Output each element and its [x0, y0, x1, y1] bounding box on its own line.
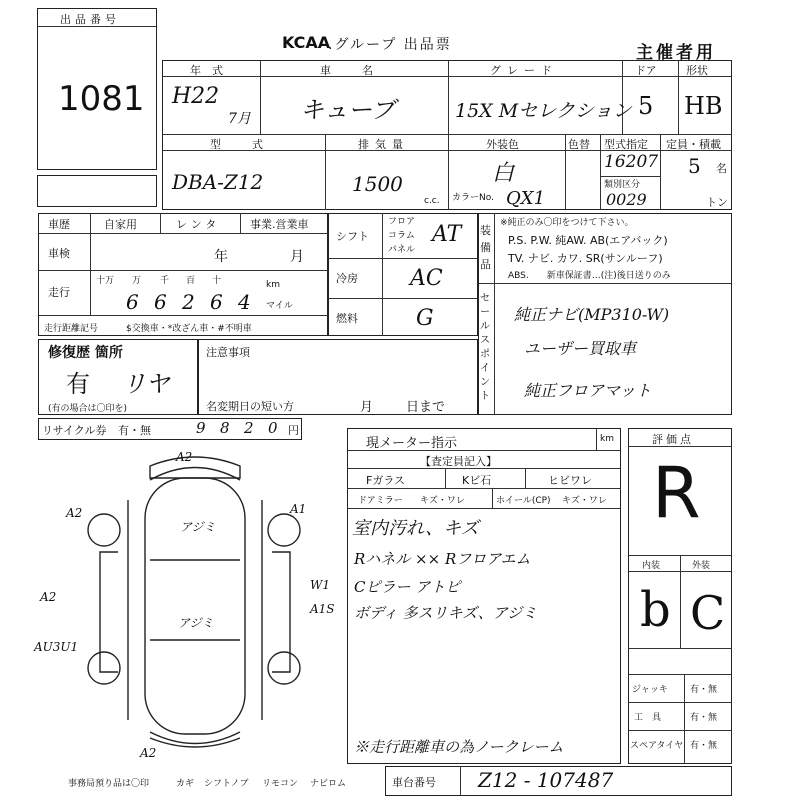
- color-change-label: 色替: [568, 138, 590, 151]
- mileage-unit-mile: マイル: [266, 301, 293, 311]
- footer-office-note: 事務局預り品は〇印: [68, 779, 150, 789]
- type-designation-label: 型式指定: [604, 138, 648, 151]
- mark-bottom-a2: A2: [140, 746, 157, 760]
- notes-label: 注意事項: [206, 346, 250, 359]
- evaluation-label: 評価点: [652, 433, 694, 446]
- fglass-label: Fガラス: [366, 474, 405, 487]
- sales-point-1: 純正ナビ(MP310-W): [514, 305, 670, 324]
- usage-label: 車歴: [48, 218, 70, 231]
- type-designation-value: 16207: [604, 152, 659, 172]
- sales-points-label: セールスポイント: [480, 293, 490, 402]
- usage-rental: レンタ: [176, 218, 221, 231]
- model-value: キューブ: [300, 96, 395, 124]
- deadline-month: 月: [360, 400, 374, 415]
- mileage-digit-label-3: 百: [186, 276, 196, 286]
- tools-label: 工 具: [634, 713, 662, 723]
- spare-label: スペアタイヤ: [630, 741, 684, 751]
- inspector-final: ※走行距離車の為ノークレーム: [354, 738, 564, 756]
- footer-item-remote: リモコン: [262, 779, 299, 789]
- displacement-value: 1500: [352, 172, 403, 196]
- mileage-digit-label-4: 十: [212, 276, 222, 286]
- chassis-value: Z12 - 107487: [478, 768, 614, 792]
- header-group: .グループ 出品票: [328, 37, 452, 53]
- category-value: 0029: [606, 190, 647, 209]
- jack-option: 有・無: [690, 685, 718, 695]
- spare-option: 有・無: [690, 741, 718, 751]
- lot-number-label: 出品番号: [60, 13, 120, 26]
- equipment-line-3: ABS. 新車保証書…(注)後日送りのみ: [508, 271, 671, 281]
- inspector-line-3: Cピラー アトピ: [354, 578, 461, 596]
- meter-unit: km: [600, 434, 614, 444]
- year-label: 年 式: [190, 64, 223, 77]
- recycle-digit-0: 9: [196, 419, 206, 437]
- shape-value: HB: [684, 92, 723, 120]
- mark-left-au: AU3U1: [34, 640, 79, 654]
- shift-value: AT: [432, 222, 462, 247]
- displacement-unit: c.c.: [424, 196, 440, 206]
- deadline-day: 日まで: [406, 400, 446, 415]
- mirror-option: キズ・ワレ: [420, 496, 465, 506]
- mark-w1: W1: [310, 578, 330, 592]
- color-label: 外装色: [486, 138, 519, 151]
- sales-point-3: 純正フロアマット: [524, 381, 652, 400]
- chassis-label: 車台番号: [392, 776, 436, 789]
- exterior-label: 外装: [692, 561, 711, 571]
- inspector-title: 【査定員記入】: [420, 455, 497, 468]
- meter-label: 現メーター指示: [366, 436, 458, 451]
- tools-option: 有・無: [690, 713, 718, 723]
- mileage-note-legend: $交換車・*改ざん車・#不明車: [126, 324, 252, 334]
- repair-label: 修復歴 箇所: [48, 345, 123, 361]
- footer-item-shiftknob: シフトノブ: [204, 779, 249, 789]
- color-code-label: カラーNo.: [452, 193, 494, 203]
- model-label: 車 名: [320, 64, 383, 77]
- load-unit: トン: [706, 196, 728, 209]
- mileage-unit-km: km: [266, 280, 280, 290]
- inspection-month-unit: 月: [290, 249, 304, 265]
- recycle-unit: 円: [288, 424, 299, 437]
- shift-option-panel: パネル: [388, 245, 416, 255]
- evaluation-score: R: [652, 452, 701, 534]
- mark-top-a2: A2: [176, 450, 193, 464]
- repair-detail: リヤ: [122, 370, 170, 398]
- recycle-digit-3: 0: [268, 419, 278, 437]
- inspection-year-unit: 年: [214, 249, 228, 265]
- door-label: ドア: [635, 64, 657, 77]
- inspection-label: 車検: [48, 247, 70, 260]
- month-value: 7月: [228, 111, 251, 127]
- header-organizer: 主催者用: [636, 43, 716, 63]
- grade-label: グレード: [490, 64, 558, 77]
- mileage-digit-1: 6: [154, 290, 167, 314]
- jack-label: ジャッキ: [632, 685, 668, 695]
- repair-value: 有: [66, 370, 90, 398]
- wheel-option: キズ・ワレ: [562, 496, 607, 506]
- mileage-digit-0: 6: [126, 290, 139, 314]
- year-value: H22: [172, 84, 220, 109]
- mark-a1s: A1S: [310, 602, 335, 616]
- footer-item-navirom: ナビロム: [310, 779, 347, 789]
- inspector-line-1: 室内汚れ、キズ: [352, 518, 479, 539]
- recycle-option: 有・無: [118, 424, 151, 437]
- sales-point-2: ユーザー買取車: [524, 339, 637, 358]
- mark-hood-azumi: アジミ: [180, 520, 216, 534]
- mileage-label: 走行: [48, 286, 70, 299]
- interior-label: 内装: [642, 561, 661, 571]
- capacity-label: 定員・積載: [666, 138, 721, 151]
- shift-label: シフト: [336, 230, 369, 243]
- ac-label: 冷房: [336, 272, 358, 285]
- usage-private: 自家用: [104, 218, 137, 231]
- recycle-digit-1: 8: [220, 419, 230, 437]
- mileage-note-label: 走行距離記号: [44, 324, 99, 334]
- recycle-label: リサイクル券: [42, 424, 107, 437]
- door-value: 5: [638, 92, 654, 120]
- mileage-digit-label-2: 千: [160, 276, 170, 286]
- shift-option-floor: フロア: [388, 217, 416, 227]
- inspector-line-4: ボディ 多スリキズ、アジミ: [354, 604, 538, 622]
- mark-right-a1: A1: [290, 502, 307, 516]
- interior-grade: b: [640, 582, 671, 638]
- footer-item-key: カギ: [176, 779, 195, 789]
- capacity-unit: 名: [716, 162, 727, 175]
- fuel-value: G: [416, 306, 434, 331]
- equipment-line-2: TV. ナビ. カワ. SR(サンルーフ): [508, 252, 663, 265]
- crack-label: ヒビワレ: [548, 474, 592, 487]
- shape-label: 形状: [686, 64, 708, 77]
- chip-label: Kビ石: [462, 474, 492, 487]
- mark-left-a2-1: A2: [66, 506, 83, 520]
- grade-value: 15X Mセレクション: [455, 100, 632, 122]
- mileage-digit-4: 4: [238, 290, 251, 314]
- type-value: DBA-Z12: [172, 170, 264, 194]
- lot-number-value: 1081: [58, 79, 145, 119]
- inspector-line-2: Rハネル ×× Rフロアエム: [354, 550, 531, 568]
- usage-business: 事業.営業車: [250, 218, 309, 231]
- color-code-value: QX1: [506, 188, 546, 209]
- repair-note: (有の場合は〇印を): [48, 404, 128, 414]
- shift-option-column: コラム: [388, 231, 415, 241]
- deadline-label: 名変期日の短い方: [206, 400, 294, 413]
- type-label: 型 式: [210, 138, 273, 151]
- header-brand: KCAA: [282, 33, 331, 52]
- mileage-digit-label-1: 万: [132, 276, 142, 286]
- equipment-note: ※純正のみ〇印をつけて下さい。: [500, 218, 634, 228]
- equipment-label: 装備品: [480, 224, 491, 271]
- mileage-digit-label-0: 十万: [96, 276, 115, 286]
- exterior-grade: C: [690, 586, 726, 640]
- mileage-digit-3: 6: [210, 290, 223, 314]
- mirror-label: ドアミラー: [358, 496, 403, 506]
- capacity-value: 5: [688, 154, 701, 178]
- equipment-line-1: P.S. P.W. 純AW. AB(エアバック): [508, 234, 668, 247]
- category-label: 類別区分: [604, 180, 641, 190]
- color-value: 白: [492, 161, 515, 186]
- fuel-label: 燃料: [336, 312, 358, 325]
- mark-roof-azumi: アジミ: [178, 616, 214, 630]
- displacement-label: 排気量: [358, 138, 409, 151]
- mileage-digit-2: 2: [182, 290, 195, 314]
- wheel-label: ホイール(CP): [496, 496, 551, 506]
- recycle-digit-2: 2: [244, 419, 254, 437]
- mark-left-a2-2: A2: [40, 590, 57, 604]
- ac-value: AC: [410, 266, 443, 291]
